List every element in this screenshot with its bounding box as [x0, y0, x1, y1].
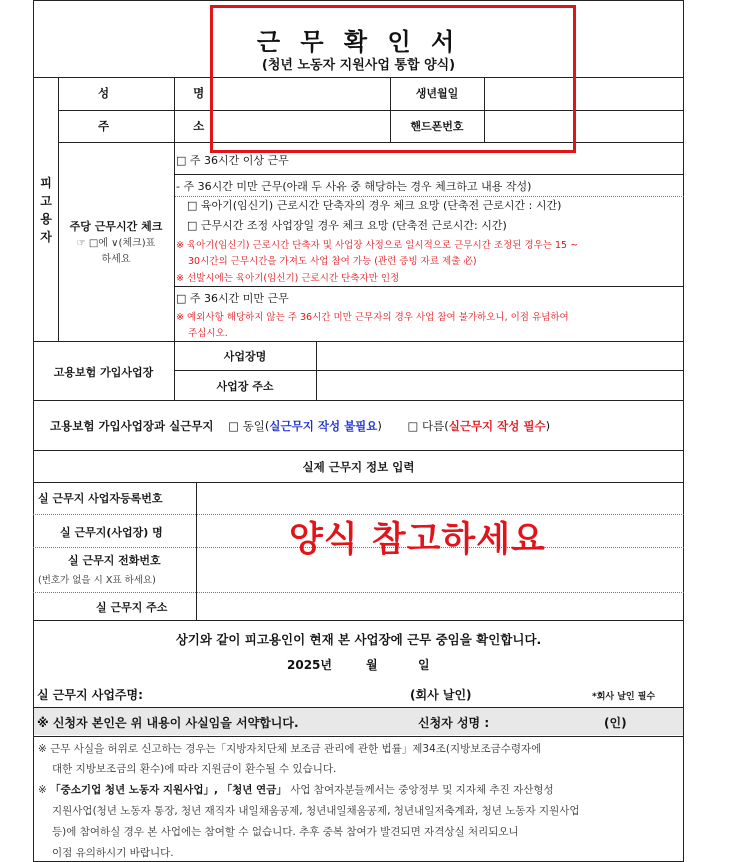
confirm-statement: 상기와 같이 피고용인이 현재 본 사업장에 근무 중임을 확인합니다. — [175, 632, 542, 647]
footer-note-1a: ※ 근무 사실을 허위로 신고하는 경우는「지방자치단체 보조금 관리에 관한 법률」제34조(지방보조금수령자에 — [38, 743, 542, 755]
employer-address-label: 사업장 주소 — [216, 380, 274, 393]
compare-row — [50, 418, 550, 434]
applicant-sign-label: 신청자 성명 : — [418, 716, 490, 730]
applicant-seal: (인) — [604, 716, 627, 730]
note-exception-2: 주십시오. — [188, 328, 228, 339]
note-exception-1: ※ 예외사항 해당하지 않는 주 36시간 미만 근무자의 경우 사업 참여 불가하오니, 이점 유념하여 — [176, 312, 569, 323]
page-subtitle: (청년 노동자 지원사업 통합 양식) — [261, 58, 456, 73]
option-36-plus[interactable]: □ 주 36시간 이상 근무 — [176, 154, 289, 167]
option-hours-adjusted[interactable]: □ 근무시간 조정 사업장일 경우 체크 요망 (단축전 근로시간: 시간) — [187, 219, 507, 232]
birth-label: 생년월일 — [415, 87, 459, 100]
hours-label: 주당 근무시간 체크 — [69, 220, 163, 233]
same-checkbox[interactable]: □ 동일(실근무지 작성 불필요) — [228, 419, 382, 433]
employer-label: 고용보험 가입사업장 — [53, 366, 154, 379]
actual-header: 실제 근무지 정보 입력 — [302, 460, 415, 474]
page-title: 근 무 확 인 서 — [256, 28, 461, 56]
seal-label: (회사 날인) — [410, 688, 472, 702]
option-childcare-reduction[interactable]: □ 육아기(임신기) 근로시간 단축자의 경우 체크 요망 (단축전 근로시간 : 시간) — [187, 199, 562, 212]
confirm-month: 월 — [366, 658, 378, 672]
hours-hint-2: 하세요 — [101, 254, 131, 265]
confirm-day: 일 — [418, 658, 430, 672]
employer-sign-label: 실 근무지 사업주명: — [37, 688, 143, 702]
name-label: 성 명 — [98, 86, 245, 100]
employer-name-label: 사업장명 — [223, 350, 267, 363]
option-under-36-reason: - 주 36시간 미만 근무(아래 두 사유 중 해당하는 경우 체크하고 내용 작성) — [176, 180, 532, 193]
footer-note-2b: 지원사업(청년 노동자 통장, 청년 재직자 내일채움공제, 청년내일채움공제, 청년내일저축계좌, 청년 노동자 지원사업 — [52, 805, 580, 817]
actual-reg-label: 실 근무지 사업자등록번호 — [38, 492, 163, 505]
footer-note-2a: ※ 「중소기업 청년 노동자 지원사업」, 「청년 연금」 사업 참여자분들께서는 중앙정부 및 지자체 추진 자산형성 — [38, 784, 554, 796]
note-childcare-1: ※ 육아기(임신기) 근로시간 단축자 및 사업장 사정으로 일시적으로 근무시간 조정된 경우는 15 ~ — [176, 240, 579, 251]
different-checkbox[interactable]: □ 다름(실근무지 작성 필수) — [407, 419, 551, 433]
footer-note-2d: 이점 유의하시기 바랍니다. — [52, 847, 174, 859]
actual-phone-label: 실 근무지 전화번호 — [68, 554, 161, 567]
option-under-36[interactable]: □ 주 36시간 미만 근무 — [176, 292, 289, 305]
confirm-year: 2025년 — [287, 658, 332, 672]
footer-note-2c: 등)에 참여하실 경우 본 사업에는 참여할 수 없습니다. 추후 중복 참여가 발견되면 자격상실 처리되오니 — [52, 826, 519, 838]
footer-note-1b: 대한 지방보조금의 환수)에 따라 지원금이 환수될 수 있습니다. — [52, 763, 337, 775]
oath-text: ※ 신청자 본인은 위 내용이 사실임을 서약합니다. — [37, 716, 299, 730]
note-selection: ※ 선발시에는 육아기(임신기) 근로시간 단축자만 인정 — [176, 273, 400, 284]
address-label: 주 소 — [98, 119, 245, 133]
actual-address-label: 실 근무지 주소 — [96, 601, 168, 614]
actual-phone-hint: (번호가 없을 시 X표 하세요) — [38, 575, 156, 586]
note-childcare-2: 30시간의 근무시간을 가져도 사업 참여 가능 (관련 증빙 자료 제출 必) — [188, 256, 477, 267]
phone-label: 핸드폰번호 — [410, 120, 464, 133]
highlight-box — [210, 5, 576, 153]
actual-name-label: 실 근무지(사업장) 명 — [60, 526, 163, 539]
worker-section-label: 피고용자 — [40, 176, 52, 244]
overlay-notice: 양식 참고하세요 — [289, 520, 546, 560]
compare-label: 고용보험 가입사업장과 실근무지 — [50, 419, 214, 433]
seal-required: *회사 날인 필수 — [592, 692, 656, 702]
hours-hint-1: ☞ □에 ∨(체크)표 — [76, 238, 156, 249]
